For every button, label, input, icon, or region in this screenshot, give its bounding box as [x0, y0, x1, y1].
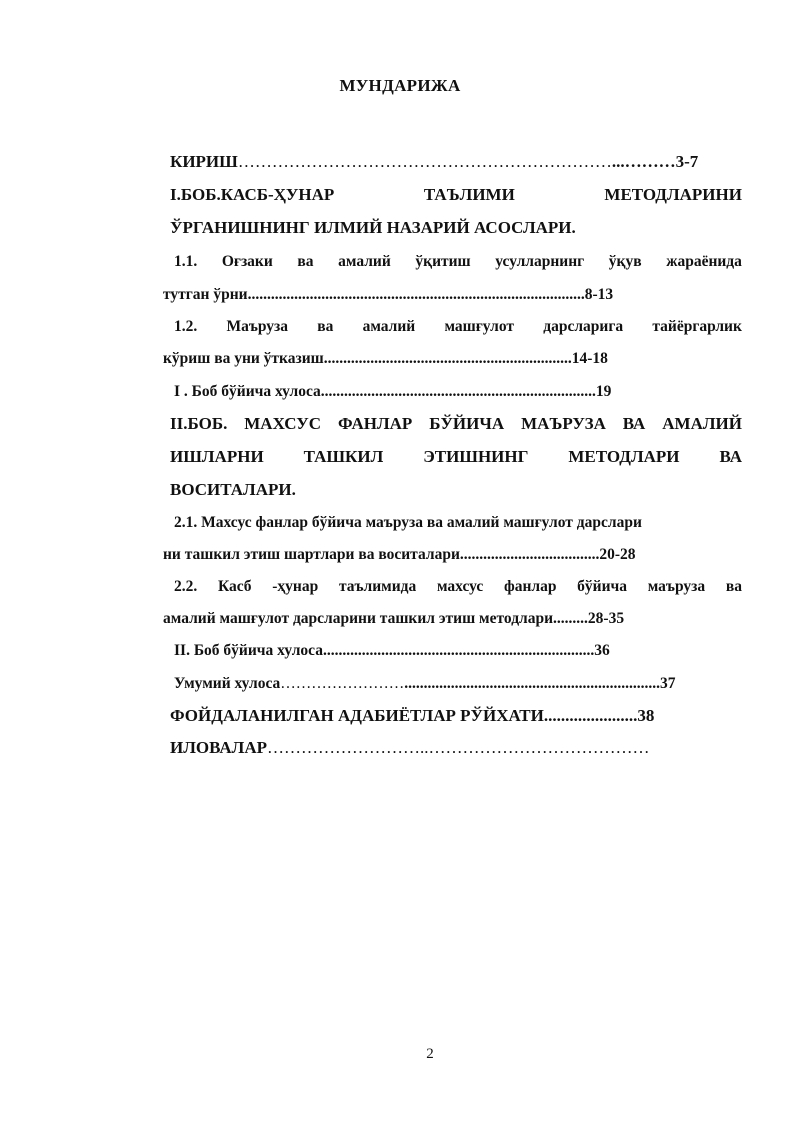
- toc-word: -ҳунар: [272, 578, 319, 595]
- toc-appendix-label: ИЛОВАЛАР: [170, 738, 267, 757]
- toc-intro: [170, 151, 698, 173]
- toc-chapter2-summary: II. Боб бўйича хулоса......................................................................36: [174, 642, 610, 659]
- toc-word: усулларнинг: [495, 253, 585, 270]
- toc-word: бўйича: [577, 578, 628, 595]
- toc-word: МАХСУС: [244, 414, 322, 433]
- toc-chapter2-line1: [170, 413, 742, 435]
- toc-chapter1-summary: I . Боб бўйича хулоса.......................................................................19: [174, 383, 612, 400]
- toc-section-1-2-line2: кўриш ва уни ўтказиш................................................................14-18: [163, 350, 608, 367]
- toc-word: ИШЛАРНИ: [170, 447, 264, 466]
- toc-word: ФАНЛАР: [337, 414, 413, 433]
- toc-word: тайёргарлик: [652, 318, 742, 335]
- toc-section-2-1-line2: ни ташкил этиш шартлари ва воситалари....................................20-28: [163, 546, 636, 563]
- toc-intro-label: КИРИШ: [170, 152, 238, 171]
- toc-word: II.БОБ.: [170, 414, 228, 433]
- toc-chapter1-word: ТАЪЛИМИ: [423, 185, 515, 204]
- toc-appendix-dots: ………………………..…………………………………: [267, 738, 650, 757]
- toc-word: таълимида: [338, 578, 417, 595]
- toc-intro-dots: …………………………………………………………: [237, 152, 612, 171]
- toc-word: Оғзаки: [221, 253, 273, 270]
- page-title: МУНДАРИЖА: [339, 76, 461, 95]
- toc-word: Маъруза: [226, 318, 289, 335]
- toc-chapter1-line1: [170, 184, 742, 206]
- toc-section-2-1-line1: 2.1. Махсус фанлар бўйича маъруза ва амалий машғулот дарслари: [174, 514, 642, 531]
- toc-word: машғулот: [444, 318, 515, 335]
- toc-section-1-2-line1: [174, 316, 742, 338]
- toc-section-2-2-line2: амалий машғулот дарсларини ташкил этиш методлари.........28-35: [163, 610, 625, 627]
- toc-chapter2-line2: [170, 446, 742, 468]
- toc-word: ЭТИШНИНГ: [423, 447, 529, 466]
- toc-word: маъруза: [647, 578, 706, 595]
- toc-word: ўқитиш: [415, 253, 471, 270]
- toc-word: Касб: [217, 578, 252, 595]
- toc-general-conclusion-dots-bold: ..................................................................: [404, 675, 661, 692]
- toc-word: 1.2.: [174, 318, 198, 335]
- toc-word: ВА: [622, 414, 646, 433]
- toc-word: АМАЛИЙ: [662, 414, 742, 433]
- toc-chapter1-word: I.БОБ.КАСБ-ҲУНАР: [170, 185, 335, 204]
- toc-section-2-2-line1: [174, 576, 742, 598]
- toc-word: ва: [297, 253, 314, 270]
- toc-word: МЕТОДЛАРИ: [568, 447, 680, 466]
- toc-word: ВА: [719, 447, 742, 466]
- page-number: 2: [426, 1046, 434, 1062]
- toc-word: ТАШКИЛ: [303, 447, 384, 466]
- toc-word: 2.2.: [174, 578, 198, 595]
- toc-word: ва: [725, 578, 742, 595]
- toc-word: фанлар: [503, 578, 557, 595]
- toc-intro-pages: 3-7: [675, 152, 699, 171]
- toc-section-1-1-line2: тутган ўрни.......................................................................................8-13: [163, 286, 614, 303]
- toc-chapter1-line2: ЎРГАНИШНИНГ ИЛМИЙ НАЗАРИЙ АСОСЛАРИ.: [170, 218, 576, 237]
- toc-general-conclusion-label: Умумий хулоса: [174, 675, 281, 692]
- toc-section-1-1-line1: [174, 251, 742, 273]
- toc-word: жараёнида: [666, 253, 742, 270]
- toc-word: амалий: [338, 253, 391, 270]
- toc-general-conclusion-dots: ……………………: [280, 675, 405, 692]
- toc-word: махсус: [436, 578, 484, 595]
- toc-general-conclusion-pages: 37: [660, 675, 676, 692]
- toc-word: дарсларига: [543, 318, 624, 335]
- toc-intro-dots-bold: ...………: [611, 152, 676, 171]
- toc-chapter2-line3: ВОСИТАЛАРИ.: [170, 480, 296, 499]
- toc-appendix: [170, 737, 650, 759]
- toc-references: ФОЙДАЛАНИЛГАН АДАБИЁТЛАР РЎЙХАТИ......................38: [170, 706, 655, 725]
- toc-word: ўқув: [608, 253, 642, 270]
- toc-word: МАЪРУЗА: [521, 414, 606, 433]
- toc-word: БЎЙИЧА: [429, 414, 505, 433]
- toc-word: амалий: [362, 318, 416, 335]
- toc-general-conclusion: [174, 673, 676, 695]
- toc-chapter1-word: МЕТОДЛАРИНИ: [604, 185, 742, 204]
- toc-word: ва: [317, 318, 334, 335]
- toc-word: 1.1.: [174, 253, 198, 270]
